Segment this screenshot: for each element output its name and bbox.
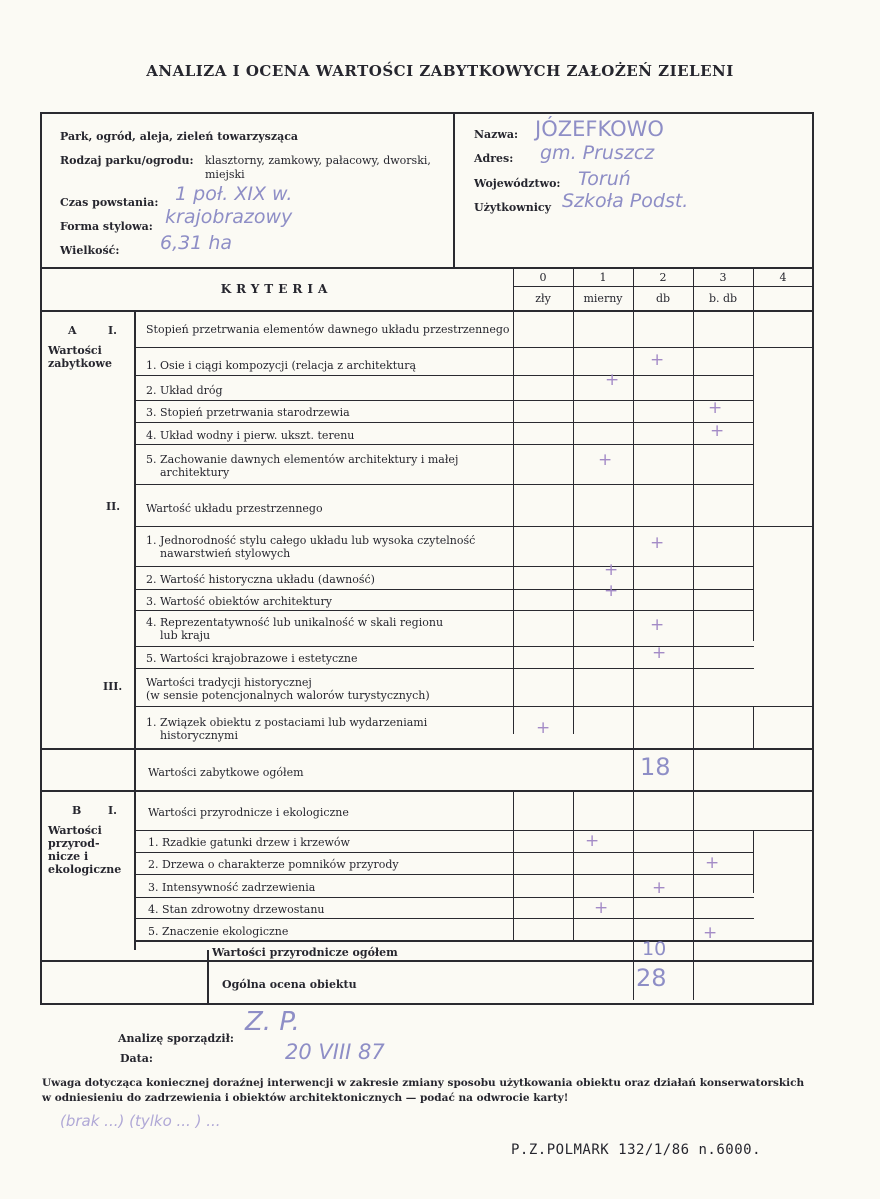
mark-b1-2: + xyxy=(705,853,720,873)
header-split xyxy=(453,112,455,267)
criterion-b1-2: 2. Drzewa o charakterze pomników przyrody xyxy=(148,858,399,871)
overall-label: Ogólna ocena obiektu xyxy=(222,978,357,991)
row-line xyxy=(134,706,814,707)
criterion-a2-1: 1. Jednorodność stylu całego układu lub wysoka czytelność xyxy=(146,534,476,547)
grade-1: mierny xyxy=(583,292,623,305)
row-line xyxy=(134,874,754,875)
mark-a1-3: + xyxy=(708,398,723,418)
nazwa-value: JÓZEFKOWO xyxy=(535,117,664,141)
mark-a1-1: + xyxy=(650,350,665,370)
row-line xyxy=(134,668,754,669)
criteria-label: KRYTERIA xyxy=(220,282,333,296)
mark-a1-2: + xyxy=(605,370,620,390)
handwritten-note: (brak ...) (tylko ... ) ... xyxy=(60,1112,221,1130)
uzytkownicy-value: Szkoła Podst. xyxy=(562,190,689,212)
criterion-a2-5: 5. Wartości krajobrazowe i estetyczne xyxy=(146,652,358,665)
uzytkownicy-label: Użytkownicy xyxy=(474,201,552,214)
grade-0: zły xyxy=(535,292,551,305)
row-line xyxy=(134,610,754,611)
criterion-a3-1b: historycznymi xyxy=(160,729,238,742)
col-line xyxy=(513,790,514,940)
criteria-header-bottom xyxy=(40,310,814,312)
wielkosc-label: Wielkość: xyxy=(60,244,120,257)
row-line xyxy=(134,484,754,485)
section-a-letter: A xyxy=(68,324,77,337)
section-a-roman3: III. xyxy=(103,680,123,693)
group-a2-title: Wartość układu przestrzennego xyxy=(146,502,323,515)
section-a-total-label: Wartości zabytkowe ogółem xyxy=(148,766,304,779)
wojewodztwo-value: Toruń xyxy=(578,168,631,190)
criterion-a1-2: 2. Układ dróg xyxy=(146,384,223,397)
mark-b1-3: + xyxy=(652,878,667,898)
grade-2: db xyxy=(655,292,671,305)
note-line-1: Uwaga dotycząca koniecznej doraźnej interwencji w zakresie zmiany sposobu użytkowania obiektu oraz działań konserwatorskich xyxy=(42,1077,805,1089)
criterion-a1-1: 1. Osie i ciągi kompozycji (relacja z architekturą xyxy=(146,359,417,372)
group-a3-title-2: (w sensie potencjonalnych walorów turystycznych) xyxy=(146,689,430,702)
forma-label: Forma stylowa: xyxy=(60,220,153,233)
section-b-total-value: 10 xyxy=(642,938,667,960)
section-b-name-2: przyrod- xyxy=(48,837,100,850)
row-line xyxy=(40,748,814,750)
forma-value: krajobrazowy xyxy=(165,206,293,228)
criterion-a2-4b: lub kraju xyxy=(160,629,211,642)
mark-a1-5: + xyxy=(598,450,613,470)
group-b1-title: Wartości przyrodnicze i ekologiczne xyxy=(148,806,349,819)
mark-a2-2: + xyxy=(604,560,619,580)
row-line xyxy=(40,960,814,962)
section-b-name-3: nicze i xyxy=(48,850,89,863)
section-b-name-4: ekologiczne xyxy=(48,863,122,876)
col-line-1 xyxy=(573,267,574,734)
adres-value: gm. Pruszcz xyxy=(540,142,655,164)
rodzaj-label: Rodzaj parku/ogrodu: xyxy=(60,154,194,167)
park-label: Park, ogród, aleja, zieleń towarzysząca xyxy=(60,130,299,143)
col-line xyxy=(753,830,754,893)
score-1: 1 xyxy=(599,271,607,284)
criterion-a1-5b: architektury xyxy=(160,466,230,479)
section-b-roman1: I. xyxy=(108,804,117,817)
row-line xyxy=(134,830,814,831)
section-a-name: Wartości zabytkowe xyxy=(48,344,112,370)
col-line-3 xyxy=(693,267,694,1000)
overall-value: 28 xyxy=(636,964,667,992)
row-line xyxy=(134,400,754,401)
score-4: 4 xyxy=(779,271,787,284)
section-a-total-value: 18 xyxy=(640,753,671,781)
row-line xyxy=(134,589,754,590)
adres-label: Adres: xyxy=(474,152,514,165)
mark-a2-4: + xyxy=(650,615,665,635)
criterion-a2-4: 4. Reprezentatywność lub unikalność w skali regionu xyxy=(146,616,444,629)
czas-label: Czas powstania: xyxy=(60,196,159,209)
criterion-b1-1: 1. Rzadkie gatunki drzew i krzewów xyxy=(148,836,350,849)
mark-b1-1: + xyxy=(585,831,600,851)
col-line xyxy=(573,790,574,940)
mark-a1-4: + xyxy=(710,421,725,441)
row-line xyxy=(40,790,814,792)
group-a1-title: Stopień przetrwania elementów dawnego układu przestrzennego xyxy=(146,323,510,336)
mark-b1-5: + xyxy=(703,923,718,943)
left-col-line xyxy=(134,310,136,950)
overall-left-line xyxy=(207,950,209,1005)
mark-a2-1: + xyxy=(650,533,665,553)
row-line xyxy=(134,444,754,445)
criteria-header-mid xyxy=(513,286,812,287)
criterion-a1-4: 4. Układ wodny i pierw. ukszt. terenu xyxy=(146,429,355,442)
rodzaj-options-2: miejski xyxy=(205,168,245,181)
row-line xyxy=(134,566,754,567)
col-line-2 xyxy=(633,267,634,1000)
print-code: P.Z.POLMARK 132/1/86 n.6000. xyxy=(511,1142,762,1158)
header-divider xyxy=(40,267,814,269)
form-frame xyxy=(40,112,814,1005)
criterion-b1-3: 3. Intensywność zadrzewienia xyxy=(148,881,316,894)
wielkosc-value: 6,31 ha xyxy=(160,232,233,254)
group-a3-title: Wartości tradycji historycznej xyxy=(146,676,312,689)
mark-a2-5: + xyxy=(652,643,667,663)
criterion-b1-4: 4. Stan zdrowotny drzewostanu xyxy=(148,903,325,916)
section-b-total-label: Wartości przyrodnicze ogółem xyxy=(212,946,398,959)
note-line-2: w odniesieniu do zadrzewienia i obiektów architektonicznych — podać na odwrocie karty! xyxy=(42,1092,569,1104)
criterion-a1-3: 3. Stopień przetrwania starodrzewia xyxy=(146,406,350,419)
mark-b1-4: + xyxy=(594,898,609,918)
col-line-0 xyxy=(513,267,514,734)
date-label: Data: xyxy=(120,1052,153,1065)
row-line xyxy=(134,852,754,853)
section-a-roman1: I. xyxy=(108,324,117,337)
nazwa-label: Nazwa: xyxy=(474,128,519,141)
prepared-by-value: Z. P. xyxy=(245,1007,300,1037)
section-b-name-1: Wartości xyxy=(48,824,102,837)
date-value: 20 VIII 87 xyxy=(285,1040,385,1064)
form-title: ANALIZA I OCENA WARTOŚCI ZABYTKOWYCH ZAŁOŻEŃ ZIELENI xyxy=(146,62,734,80)
score-3: 3 xyxy=(719,271,727,284)
section-b-letter: B xyxy=(72,804,82,817)
row-line xyxy=(134,375,754,376)
score-2: 2 xyxy=(659,271,667,284)
row-line xyxy=(134,918,754,919)
wojewodztwo-label: Województwo: xyxy=(474,177,561,190)
criterion-b1-5: 5. Znaczenie ekologiczne xyxy=(148,925,289,938)
mark-a2-3: + xyxy=(604,581,619,601)
criterion-a2-3: 3. Wartość obiektów architektury xyxy=(146,595,332,608)
czas-value: 1 poł. XIX w. xyxy=(175,183,293,205)
criterion-a3-1: 1. Związek obiektu z postaciami lub wydarzeniami xyxy=(146,716,428,729)
grade-3: b. db xyxy=(708,292,738,305)
section-a-roman2: II. xyxy=(106,500,121,513)
rodzaj-options: klasztorny, zamkowy, pałacowy, dworski, xyxy=(205,154,431,167)
criterion-a2-2: 2. Wartość historyczna układu (dawność) xyxy=(146,573,375,586)
score-0: 0 xyxy=(539,271,547,284)
criterion-a2-1b: nawarstwień stylowych xyxy=(160,547,291,560)
row-line xyxy=(134,422,754,423)
criterion-a1-5: 5. Zachowanie dawnych elementów architektury i małej xyxy=(146,453,459,466)
mark-a3-1: + xyxy=(536,718,551,738)
row-line xyxy=(134,526,814,527)
col-line xyxy=(753,706,754,748)
row-line xyxy=(134,347,814,348)
col-line-4 xyxy=(753,267,754,641)
prepared-by-label: Analizę sporządził: xyxy=(118,1032,234,1045)
